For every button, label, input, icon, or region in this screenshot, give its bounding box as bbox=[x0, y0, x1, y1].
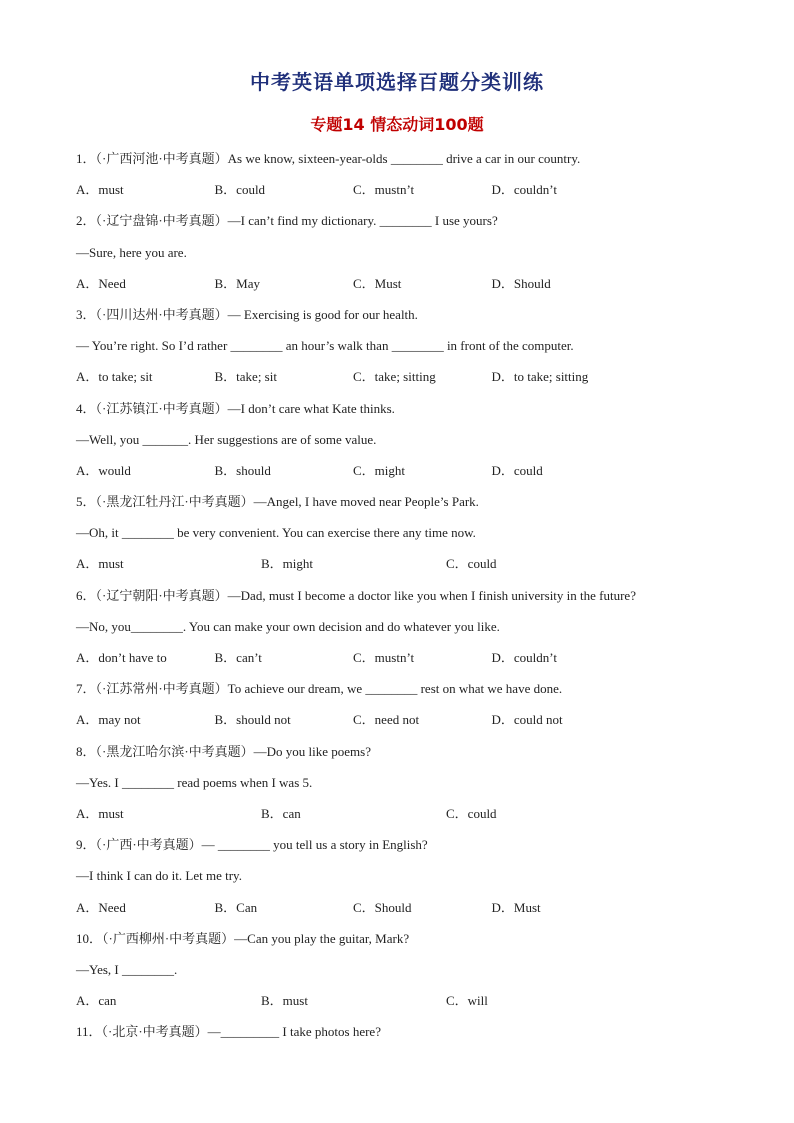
answer-option: C．mustn’t bbox=[353, 182, 415, 198]
answer-option: B．can’t bbox=[214, 650, 262, 665]
question-stem: 3．（·四川达州·中考真题）— Exercising is good for our health. bbox=[76, 306, 418, 322]
question-stem: 7．（·江苏常州·中考真题）To achieve our dream, we ________ rest on what we have done. bbox=[76, 681, 563, 697]
answer-option: A．to take; sit bbox=[76, 369, 153, 385]
answer-option: C．could bbox=[446, 805, 497, 821]
question-stem: 6．（·辽宁朝阳·中考真题）—Dad, must I become a doctor like you when I finish university in the future? bbox=[76, 587, 636, 603]
answer-option: D．Must bbox=[491, 899, 541, 915]
answer-options bbox=[76, 709, 716, 740]
question-stem: 5．（·黑龙江牡丹江·中考真题）—Angel, I have moved near People’s Park. bbox=[76, 494, 479, 510]
answer-option: C．might bbox=[353, 462, 406, 478]
answer-options bbox=[76, 897, 716, 928]
answer-option: B．might bbox=[261, 556, 314, 572]
answer-option: C．take; sitting bbox=[353, 369, 436, 385]
question-stem: 1．（·广西河池·中考真题）As we know, sixteen-year-olds ________ drive a car in our country. bbox=[76, 151, 581, 166]
answer-option: D．Should bbox=[491, 275, 551, 291]
answer-option: D．couldn’t bbox=[491, 182, 557, 198]
answer-option: A．must bbox=[76, 182, 124, 198]
answer-option: C．will bbox=[446, 993, 488, 1009]
question-dialogue-line: —No, you________. You can make your own decision and do whatever you like. bbox=[76, 618, 500, 634]
answer-option: C．Must bbox=[353, 275, 402, 291]
answer-option: C．need not bbox=[353, 712, 420, 728]
question-dialogue-line: —I think I can do it. Let me try. bbox=[76, 868, 242, 884]
question-stem: 9．（·广西·中考真题）— ________ you tell us a story in English? bbox=[76, 837, 428, 853]
answer-option: B．should not bbox=[214, 712, 291, 728]
answer-option: B．must bbox=[261, 993, 308, 1009]
question-stem: 11．（·北京·中考真题）—_________ I take photos here? bbox=[76, 1024, 381, 1040]
question-list bbox=[76, 148, 716, 1052]
answer-option: D．could not bbox=[491, 712, 563, 728]
answer-option: A．Need bbox=[76, 275, 126, 291]
answer-options bbox=[76, 273, 716, 304]
answer-option: A．would bbox=[76, 462, 131, 478]
question-dialogue-line: —Oh, it ________ be very convenient. You can exercise there any time now. bbox=[76, 525, 476, 541]
answer-option: B．May bbox=[214, 275, 261, 291]
question-dialogue-line: —Yes, I ________. bbox=[76, 961, 178, 977]
page-subtitle: 专题14 情态动词100题 bbox=[310, 115, 484, 134]
answer-option: D．couldn’t bbox=[491, 650, 557, 665]
answer-option: A．must bbox=[76, 805, 124, 821]
answer-option: B．can bbox=[261, 805, 301, 821]
answer-option: B．could bbox=[214, 182, 266, 198]
answer-options bbox=[76, 460, 716, 491]
answer-options bbox=[76, 647, 716, 678]
question-stem: 10．（·广西柳州·中考真题）—Can you play the guitar, Mark? bbox=[76, 930, 410, 946]
question-dialogue-line: —Yes. I ________ read poems when I was 5. bbox=[76, 774, 313, 790]
question-stem: 4．（·江苏镇江·中考真题）—I don’t care what Kate thinks. bbox=[76, 400, 395, 416]
answer-options bbox=[76, 366, 716, 397]
answer-option: B．take; sit bbox=[214, 369, 277, 385]
answer-option: C．Should bbox=[353, 899, 412, 915]
answer-option: D．could bbox=[491, 462, 543, 478]
answer-options bbox=[76, 553, 716, 584]
answer-option: B．Can bbox=[214, 899, 258, 915]
answer-option: A．Need bbox=[76, 899, 126, 915]
answer-option: B．should bbox=[214, 462, 271, 478]
question-stem: 8．（·黑龙江哈尔滨·中考真题）—Do you like poems? bbox=[76, 743, 372, 759]
answer-option: A．don’t have to bbox=[76, 650, 167, 665]
question-stem: 2．（·辽宁盘锦·中考真题）—I can’t find my dictionary. ________ I use yours? bbox=[76, 213, 498, 229]
answer-option: C．mustn’t bbox=[353, 650, 415, 665]
page-title: 中考英语单项选择百题分类训练 bbox=[250, 70, 544, 94]
question-dialogue-line: —Well, you _______. Her suggestions are of some value. bbox=[76, 431, 377, 447]
answer-options bbox=[76, 990, 716, 1021]
answer-option: A．may not bbox=[76, 712, 141, 728]
question-dialogue-line: —Sure, here you are. bbox=[76, 244, 187, 260]
answer-option: A．must bbox=[76, 556, 124, 572]
question-dialogue-line: — You’re right. So I’d rather ________ an hour’s walk than ________ in front of the computer. bbox=[76, 338, 574, 354]
answer-option: D．to take; sitting bbox=[491, 369, 589, 385]
answer-option: A．can bbox=[76, 993, 117, 1009]
answer-option: C．could bbox=[446, 556, 497, 572]
answer-options bbox=[76, 803, 716, 834]
answer-options bbox=[76, 179, 716, 210]
